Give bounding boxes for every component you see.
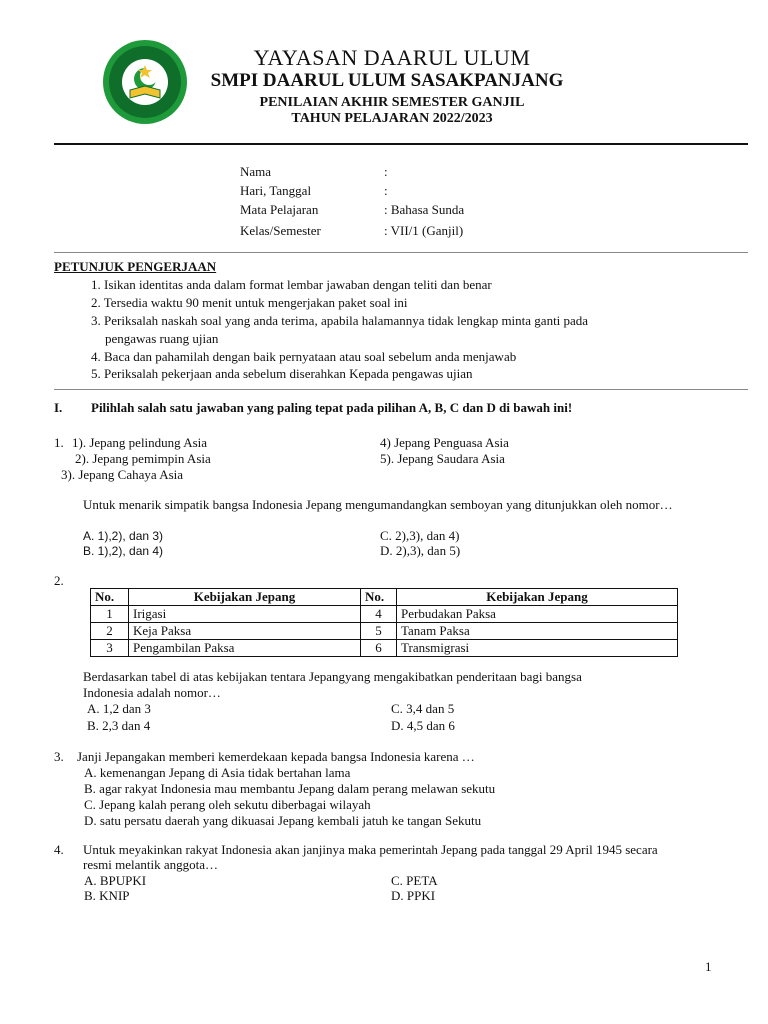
table-cell: 3 (91, 640, 129, 657)
answer-option[interactable]: A. kemenangan Jepang di Asia tidak bertahan lama (84, 765, 351, 780)
question-text: Berdasarkan tabel di atas kebijakan tentara Jepangyang mengakibatkan penderitaan bagi bangsa (83, 669, 582, 684)
table-header: No. (361, 589, 397, 606)
answer-option[interactable]: D. satu persatu daerah yang dikuasai Jepang kembali jatuh ke tangan Sekutu (84, 813, 482, 828)
slogan-item: 1). Jepang pelindung Asia (72, 435, 208, 450)
answer-option[interactable]: B. 1),2), dan 4) (83, 544, 164, 558)
question-text-cont: resmi melantik anggota… (83, 857, 219, 872)
instruction-item: 5. Periksalah pekerjaan anda sebelum diserahkan Kepada pengawas ujian (91, 366, 473, 381)
table-cell: Perbudakan Paksa (397, 606, 678, 623)
question-text: Janji Jepangakan memberi kemerdekaan kepada bangsa Indonesia karena … (77, 749, 475, 764)
identity-label-class: Kelas/Semester (240, 223, 321, 238)
instructions-title: PETUNJUK PENGERJAAN (54, 259, 217, 274)
table-header: Kebijakan Jepang (129, 589, 361, 606)
question-number: 4. (54, 842, 64, 857)
exam-title: PENILAIAN AKHIR SEMESTER GANJIL (259, 95, 525, 110)
slogan-item: 5). Jepang Saudara Asia (380, 451, 505, 466)
identity-label-name: Nama (240, 164, 272, 179)
instruction-item: 1. Isikan identitas anda dalam format lembar jawaban dengan teliti dan benar (91, 277, 492, 292)
table-cell: 5 (361, 623, 397, 640)
question-text-cont: Indonesia adalah nomor… (83, 685, 221, 700)
table-cell: Pengambilan Paksa (129, 640, 361, 657)
slogan-item: 2). Jepang pemimpin Asia (75, 451, 211, 466)
identity-value-date: : (384, 183, 388, 198)
answer-option[interactable]: C. Jepang kalah perang oleh sekutu diberbagai wilayah (84, 797, 371, 812)
slogan-item: 4) Jepang Penguasa Asia (380, 435, 509, 450)
answer-option[interactable]: B. 2,3 dan 4 (87, 718, 151, 733)
table-cell: Keja Paksa (129, 623, 361, 640)
answer-option[interactable]: D. 2),3), dan 5) (380, 543, 461, 558)
answer-option[interactable]: C. PETA (391, 873, 438, 888)
answer-option[interactable]: D. PPKI (391, 888, 436, 903)
policy-table (90, 588, 678, 657)
table-cell: 1 (91, 606, 129, 623)
answer-option[interactable]: A. 1),2), dan 3) (83, 529, 164, 543)
header-divider (54, 143, 748, 145)
table-cell: 6 (361, 640, 397, 657)
answer-option[interactable]: C. 2),3), dan 4) (380, 528, 460, 543)
identity-value-name: : (384, 164, 388, 179)
table-header: No. (91, 589, 129, 606)
table-header: Kebijakan Jepang (397, 589, 678, 606)
table-row (91, 606, 678, 623)
question-text: Untuk menarik simpatik bangsa Indonesia Jepang mengumandangkan semboyan yang ditunjukkan oleh nomor… (83, 497, 673, 512)
academic-year: TAHUN PELAJARAN 2022/2023 (291, 111, 493, 126)
identity-label-date: Hari, Tanggal (240, 183, 312, 198)
table-cell: Irigasi (129, 606, 361, 623)
table-header-row (91, 589, 678, 606)
table-row (91, 640, 678, 657)
page-number: 1 (705, 959, 712, 974)
table-row (91, 623, 678, 640)
identity-value-subject: : Bahasa Sunda (384, 202, 465, 217)
table-cell: Tanam Paksa (397, 623, 678, 640)
table-cell: 4 (361, 606, 397, 623)
section-instruction: Pilihlah salah satu jawaban yang paling tepat pada pilihan A, B, C dan D di bawah ini! (91, 400, 573, 415)
school-name: SMPI DAARUL ULUM SASAKPANJANG (210, 70, 564, 91)
answer-option[interactable]: A. 1,2 dan 3 (87, 701, 151, 716)
question-number: 3. (54, 749, 64, 764)
instruction-item: pengawas ruang ujian (105, 331, 219, 346)
identity-value-class: : VII/1 (Ganjil) (384, 223, 464, 238)
foundation-name: YAYASAN DAARUL ULUM (253, 45, 531, 70)
instruction-item: 4. Baca dan pahamilah dengan baik pernyataan atau soal sebelum anda menjawab (91, 349, 517, 364)
table-cell: Transmigrasi (397, 640, 678, 657)
section-number: I. (54, 400, 63, 415)
answer-option[interactable]: D. 4,5 dan 6 (391, 718, 455, 733)
question-number: 2. (54, 573, 64, 588)
question-text: Untuk meyakinkan rakyat Indonesia akan janjinya maka pemerintah Jepang pada tanggal 29 April 1945 secara (83, 842, 658, 857)
answer-option[interactable]: B. agar rakyat Indonesia mau membantu Jepang dalam perang melawan sekutu (84, 781, 496, 796)
question-number: 1. (54, 435, 64, 450)
slogan-item: 3). Jepang Cahaya Asia (61, 467, 184, 482)
instruction-item: 3. Periksalah naskah soal yang anda terima, apabila halamannya tidak lengkap minta ganti pada (91, 313, 589, 328)
instruction-item: 2. Tersedia waktu 90 menit untuk mengerjakan paket soal ini (91, 295, 408, 310)
answer-option[interactable]: A. BPUPKI (84, 873, 147, 888)
identity-label-subject: Mata Pelajaran (240, 202, 319, 217)
identity-divider (54, 252, 748, 253)
answer-option[interactable]: C. 3,4 dan 5 (391, 701, 455, 716)
answer-option[interactable]: B. KNIP (84, 888, 130, 903)
table-cell: 2 (91, 623, 129, 640)
instructions-divider (54, 389, 748, 390)
